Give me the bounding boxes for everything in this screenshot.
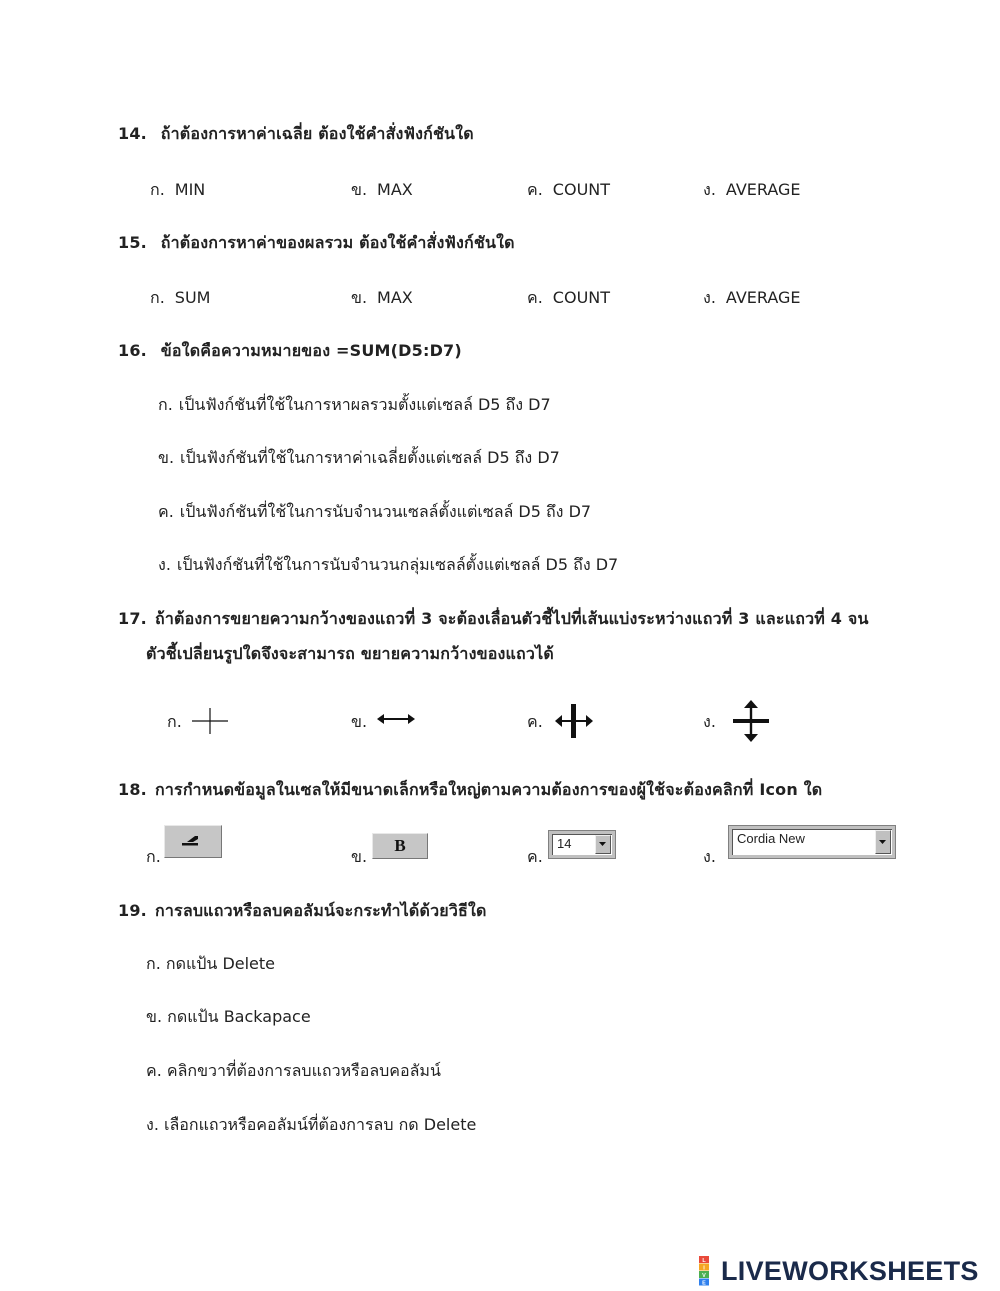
q16-option-a[interactable] bbox=[158, 393, 551, 418]
question-15 bbox=[118, 231, 515, 256]
option-text: AVERAGE bbox=[725, 180, 801, 199]
option-label: ง. bbox=[703, 288, 716, 307]
option-label: ค. bbox=[527, 847, 543, 866]
option-label: ข. bbox=[351, 180, 368, 199]
q17-option-d[interactable] bbox=[703, 710, 726, 735]
question-number: 19. bbox=[118, 901, 147, 920]
question-17-line2 bbox=[146, 642, 554, 667]
q19-option-b[interactable] bbox=[146, 1005, 311, 1030]
q14-option-d[interactable] bbox=[703, 178, 801, 203]
live-blocks-icon bbox=[697, 1256, 717, 1286]
bold-button-glyph: B bbox=[394, 836, 406, 855]
question-text: การกำหนดข้อมูลในเซลให้มีขนาดเล็กหรือใหญ่ตามความต้องการของผู้ใช้จะต้องคลิกที่ Icon ใด bbox=[154, 780, 823, 799]
font-name-combo[interactable] bbox=[728, 825, 896, 859]
question-text: ถ้าต้องการหาค่าของผลรวม ต้องใช้คำสั่งฟังก์ชันใด bbox=[160, 233, 515, 252]
question-text-line2: ตัวชี้เปลี่ยนรูปใดจึงจะสามารถ ขยายความกว้างของแถวได้ bbox=[146, 644, 554, 663]
option-label: ง. bbox=[703, 847, 716, 866]
q18-option-d[interactable] bbox=[703, 845, 726, 870]
option-text: กดแป้น Backapace bbox=[167, 1007, 311, 1026]
font-size-value: 14 bbox=[552, 834, 612, 855]
logo-letter: I bbox=[703, 1265, 705, 1272]
liveworksheets-logo[interactable] bbox=[697, 1254, 979, 1288]
question-16 bbox=[118, 339, 462, 364]
q15-option-d[interactable] bbox=[703, 286, 801, 311]
option-label: ง. bbox=[703, 180, 716, 199]
q16-option-c[interactable] bbox=[158, 500, 591, 525]
question-number: 18. bbox=[118, 780, 147, 799]
option-label: ค. bbox=[158, 502, 174, 521]
option-label: ข. bbox=[158, 448, 175, 467]
bold-button-icon[interactable] bbox=[372, 833, 428, 859]
logo-letter: L bbox=[702, 1258, 706, 1264]
option-label: ก. bbox=[167, 712, 182, 731]
q19-option-d[interactable] bbox=[146, 1113, 476, 1138]
option-text: COUNT bbox=[552, 180, 611, 199]
question-text: การลบแถวหรือลบคอลัมน์จะกระทำได้ด้วยวิธีใด bbox=[154, 901, 487, 920]
q15-option-c[interactable] bbox=[527, 286, 610, 311]
brand-name: LIVEWORKSHEETS bbox=[721, 1255, 979, 1286]
option-label: ค. bbox=[527, 288, 543, 307]
chevron-down-icon[interactable] bbox=[875, 830, 891, 854]
option-label: ก. bbox=[150, 288, 165, 307]
option-text: MIN bbox=[174, 180, 206, 199]
q16-option-b[interactable] bbox=[158, 446, 560, 471]
question-text-line1: ถ้าต้องการขยายความกว้างของแถวที่ 3 จะต้องเลื่อนตัวชี้ไปที่เส้นแบ่งระหว่างแถวที่ 3 และแถวที่ 4 จน bbox=[154, 609, 869, 628]
question-17 bbox=[118, 607, 869, 632]
option-label: ค. bbox=[146, 1061, 162, 1080]
option-text: MAX bbox=[377, 288, 413, 307]
q17-option-c[interactable] bbox=[527, 710, 553, 735]
option-label: ค. bbox=[527, 180, 543, 199]
font-size-combo[interactable] bbox=[548, 830, 616, 859]
q16-option-d[interactable] bbox=[158, 553, 618, 578]
question-number: 15. bbox=[118, 233, 147, 252]
option-text: เลือกแถวหรือคอลัมน์ที่ต้องการลบ กด Delete bbox=[164, 1115, 477, 1134]
option-label: ข. bbox=[146, 1007, 163, 1026]
option-text: เป็นฟังก์ชันที่ใช้ในการนับจำนวนกลุ่มเซลล์ตั้งแต่เซลล์ D5 ถึง D7 bbox=[176, 555, 619, 574]
question-number: 16. bbox=[118, 341, 147, 360]
option-label: ข. bbox=[351, 712, 368, 731]
option-text: เป็นฟังก์ชันที่ใช้ในการหาผลรวมตั้งแต่เซลล์ D5 ถึง D7 bbox=[178, 395, 551, 414]
option-text: SUM bbox=[174, 288, 211, 307]
question-19 bbox=[118, 899, 487, 924]
option-text: คลิกขวาที่ต้องการลบแถวหรือลบคอลัมน์ bbox=[166, 1061, 441, 1080]
question-14 bbox=[118, 122, 474, 147]
option-text: COUNT bbox=[552, 288, 611, 307]
option-label: ค. bbox=[527, 712, 543, 731]
q17-option-a[interactable] bbox=[167, 710, 192, 735]
font-name-value: Cordia New bbox=[732, 829, 892, 855]
q14-option-b[interactable] bbox=[351, 178, 413, 203]
option-text: เป็นฟังก์ชันที่ใช้ในการหาค่าเฉลี่ยตั้งแต่เซลล์ D5 ถึง D7 bbox=[180, 448, 560, 467]
option-text: เป็นฟังก์ชันที่ใช้ในการนับจำนวนเซลล์ตั้งแต่เซลล์ D5 ถึง D7 bbox=[179, 502, 592, 521]
q17-option-b[interactable] bbox=[351, 710, 377, 735]
option-label: ข. bbox=[351, 847, 368, 866]
option-label: ง. bbox=[703, 712, 716, 731]
option-text: กดแป้น Delete bbox=[165, 954, 276, 973]
q19-option-c[interactable] bbox=[146, 1059, 441, 1084]
chevron-down-icon[interactable] bbox=[595, 835, 611, 854]
question-text: ถ้าต้องการหาค่าเฉลี่ย ต้องใช้คำสั่งฟังก์ชันใด bbox=[160, 124, 474, 143]
question-text: ข้อใดคือความหมายของ =SUM(D5:D7) bbox=[160, 341, 462, 360]
q19-option-a[interactable] bbox=[146, 952, 275, 977]
logo-letter: V bbox=[702, 1273, 706, 1279]
crosshair-cursor-icon[interactable] bbox=[192, 706, 230, 736]
option-label: ง. bbox=[146, 1115, 159, 1134]
q14-option-a[interactable] bbox=[150, 178, 205, 203]
option-label: ก. bbox=[150, 180, 165, 199]
column-resize-cursor-icon[interactable] bbox=[555, 702, 593, 740]
option-label: ง. bbox=[158, 555, 171, 574]
option-label: ก. bbox=[146, 847, 161, 866]
option-text: AVERAGE bbox=[725, 288, 801, 307]
option-label: ก. bbox=[146, 954, 161, 973]
row-resize-cursor-icon[interactable] bbox=[731, 700, 771, 742]
logo-letter: E bbox=[702, 1280, 706, 1286]
option-label: ข. bbox=[351, 288, 368, 307]
question-number: 14. bbox=[118, 124, 147, 143]
question-number: 17. bbox=[118, 609, 147, 628]
q15-option-b[interactable] bbox=[351, 286, 413, 311]
italic-button-icon[interactable] bbox=[164, 825, 222, 858]
option-label: ก. bbox=[158, 395, 173, 414]
horizontal-resize-cursor-icon[interactable] bbox=[377, 710, 415, 728]
q15-option-a[interactable] bbox=[150, 286, 210, 311]
q14-option-c[interactable] bbox=[527, 178, 610, 203]
option-text: MAX bbox=[377, 180, 413, 199]
question-18 bbox=[118, 778, 822, 803]
